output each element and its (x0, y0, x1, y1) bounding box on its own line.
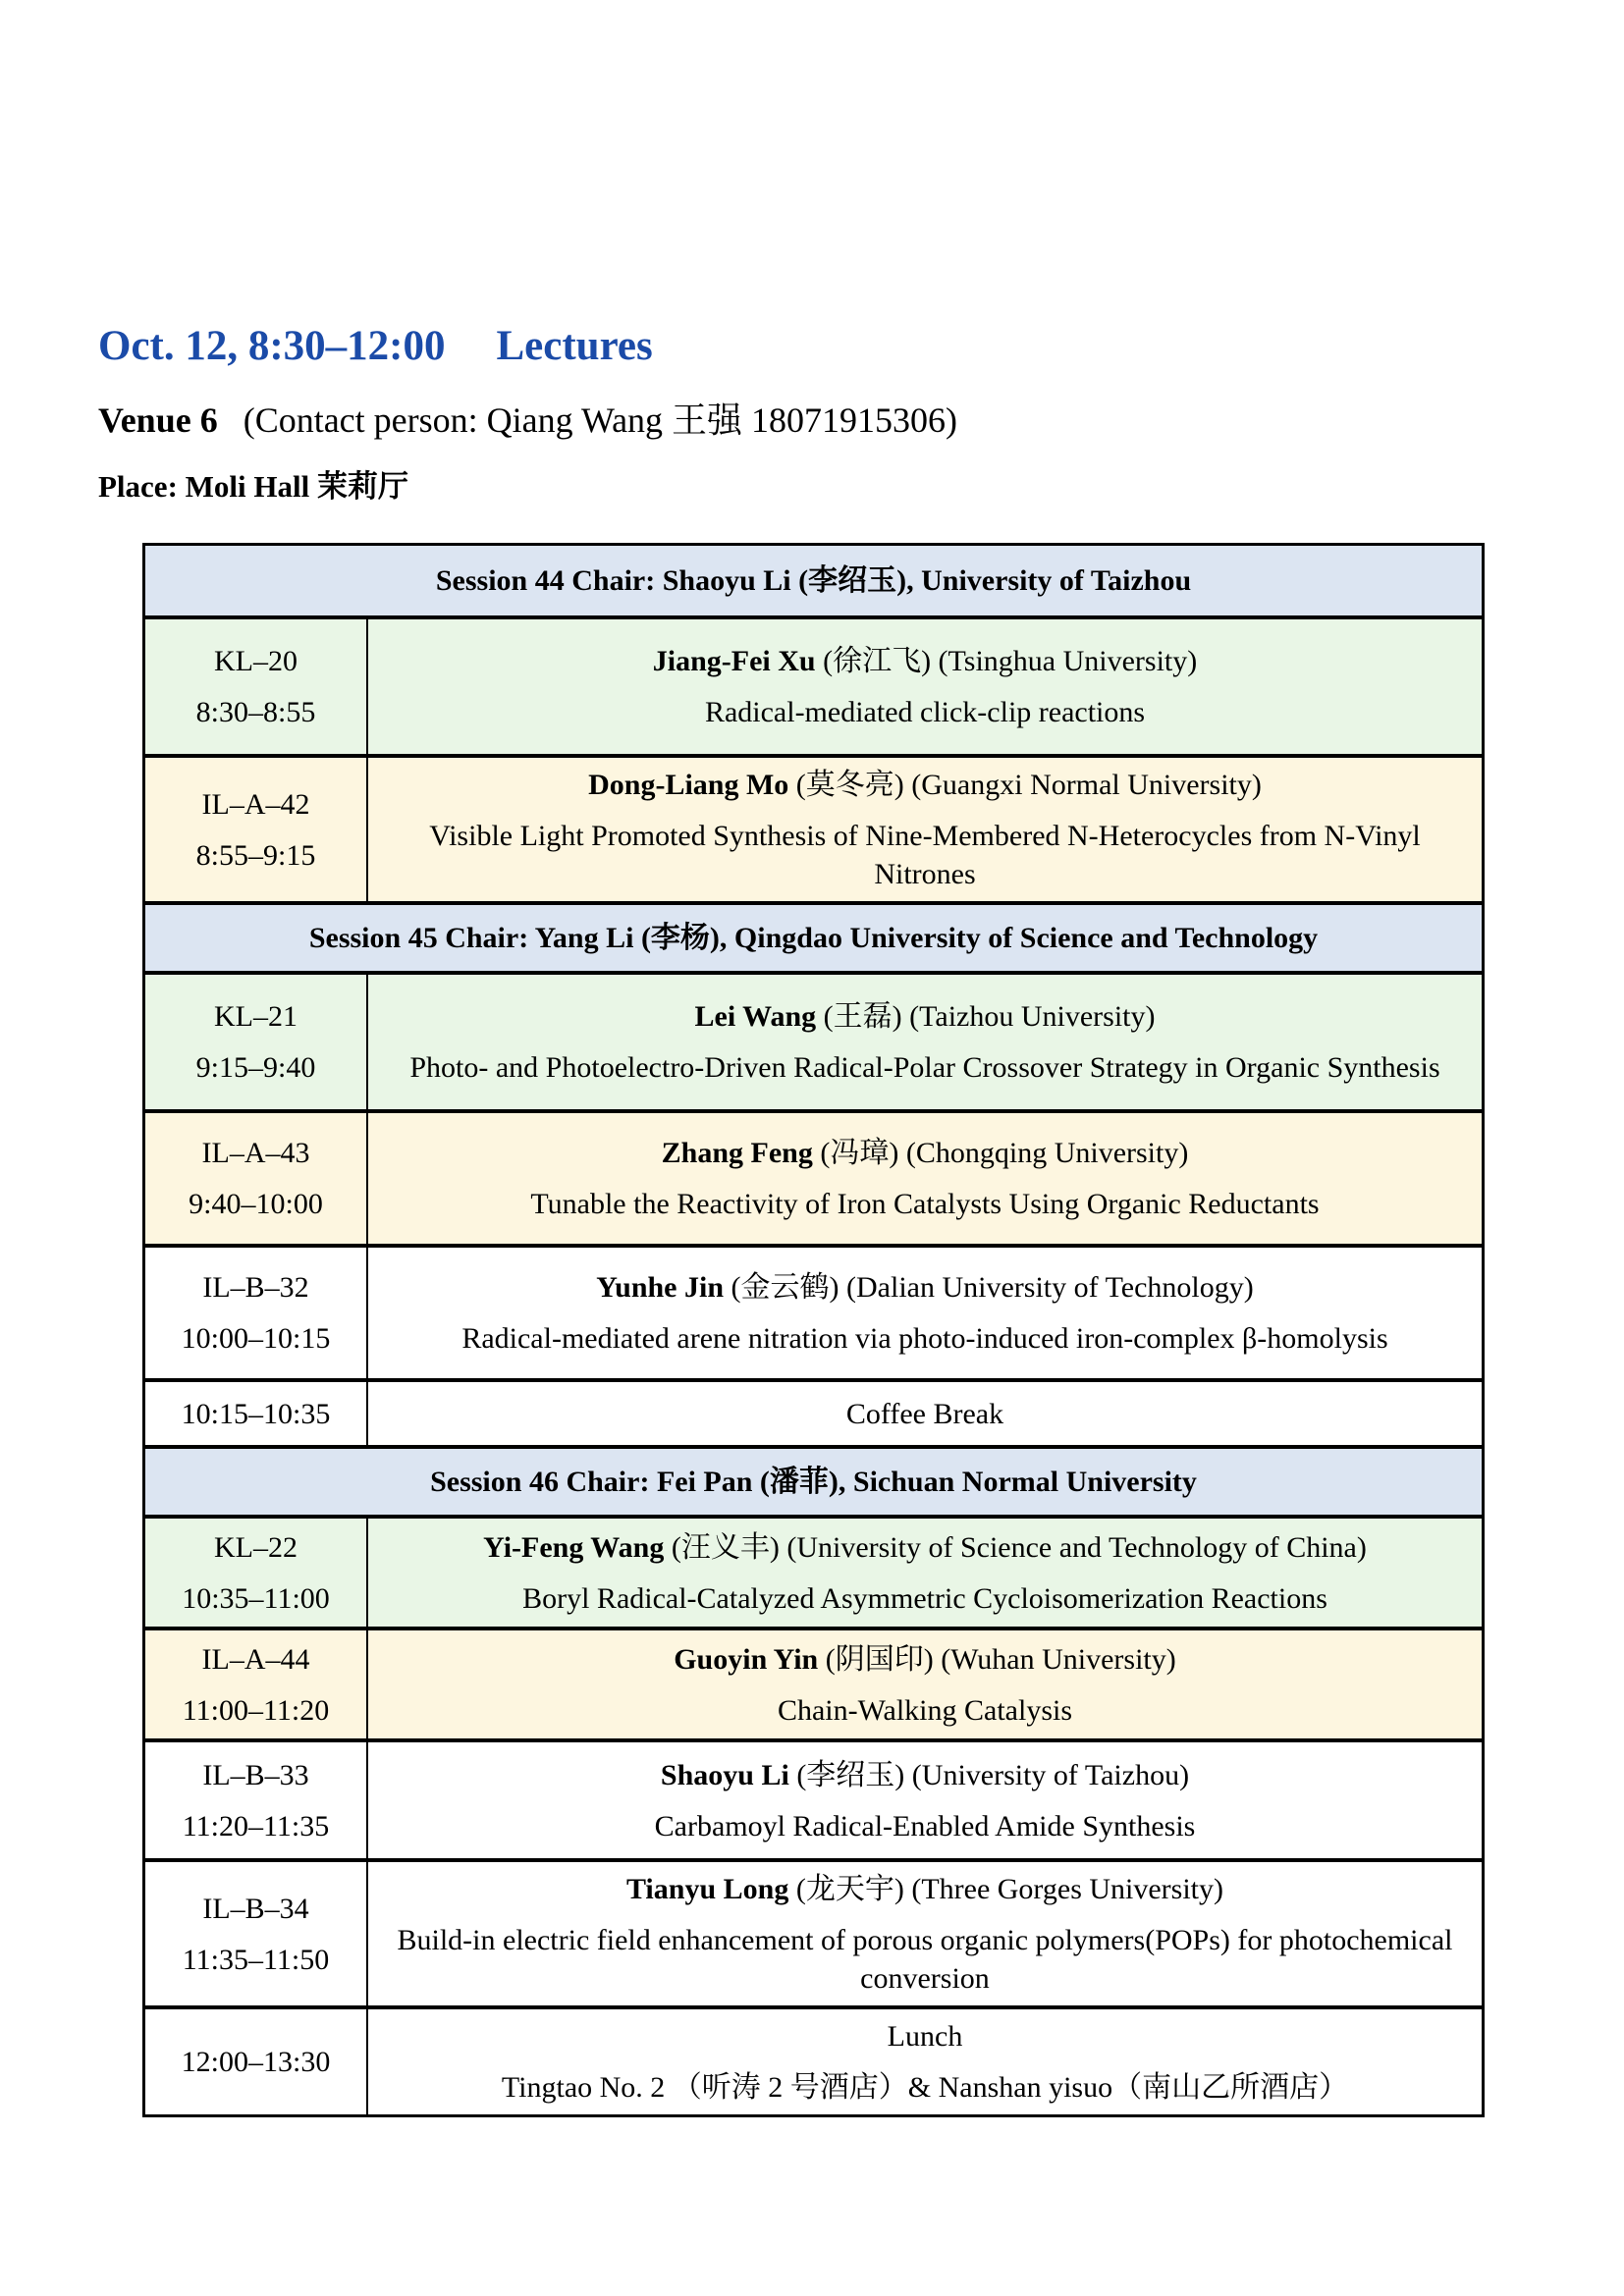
slot-cell (145, 1519, 368, 1627)
slot-cell (145, 1630, 368, 1738)
talk-time: 10:00–10:15 (181, 1322, 331, 1356)
slot-cell (145, 1113, 368, 1244)
talk-code: IL–A–42 (201, 787, 310, 821)
speaker-affiliation: (龙天宇) (Three Gorges University) (795, 1873, 1224, 1906)
speaker-name: Guoyin Yin (674, 1642, 819, 1676)
speaker-line (662, 1134, 1189, 1172)
talk-title: Photo- and Photoelectro-Driven Radical-Polar Crossover Strategy in Organic Synthesis (409, 1051, 1440, 1085)
speaker-line (588, 766, 1262, 804)
venue-contact: (Contact person: Qiang Wang 王强 18071915306) (243, 400, 958, 441)
speaker-name: Zhang Feng (661, 1137, 813, 1170)
speaker-name: Yunhe Jin (596, 1271, 725, 1305)
speaker-line (483, 1528, 1367, 1567)
session-header-text: Session 44 Chair: Shaoyu Li (李绍玉), University of Taizhou (435, 564, 1192, 598)
talk-code: KL–20 (214, 645, 298, 678)
talk-title: Radical-mediated click-clip reactions (704, 696, 1146, 729)
session-header-row (145, 901, 1482, 971)
slot-cell (145, 1862, 368, 2005)
slot-cell (145, 619, 368, 754)
session-header-text: Session 45 Chair: Yang Li (李杨), Qingdao University of Science and Technology (308, 922, 1319, 955)
speaker-line (695, 997, 1156, 1036)
talk-cell (368, 1519, 1482, 1627)
break-cell (368, 1382, 1482, 1445)
place-line: Place: Moli Hall 茉莉厅 (98, 468, 408, 504)
table-row (145, 1627, 1482, 1738)
talk-title: Boryl Radical-Catalyzed Asymmetric Cycloisomerization Reactions (522, 1581, 1327, 1615)
talk-cell (368, 1630, 1482, 1738)
speaker-name: Tianyu Long (625, 1873, 789, 1906)
speaker-affiliation: (冯璋) (Chongqing University) (820, 1137, 1189, 1170)
speaker-name: Lei Wang (694, 1000, 817, 1034)
page-title (98, 324, 1624, 369)
talk-code: KL–22 (214, 1530, 298, 1564)
speaker-name: Dong-Liang Mo (588, 769, 789, 802)
talk-cell (368, 1248, 1482, 1378)
page-title-type: Lectures (496, 323, 653, 369)
talk-code: IL–B–32 (202, 1271, 309, 1305)
speaker-affiliation: (阴国印) (Wuhan University) (825, 1642, 1176, 1676)
talk-time: 11:35–11:50 (182, 1943, 330, 1976)
speaker-affiliation: (金云鹤) (Dalian University of Technology) (731, 1271, 1254, 1305)
lunch-location: Tingtao No. 2 （听涛 2 号酒店）& Nanshan yisuo（南山乙所酒店） (501, 2071, 1349, 2105)
speaker-line (674, 1640, 1176, 1679)
lunch-label: Lunch (887, 2020, 963, 2054)
slot-cell (145, 1742, 368, 1858)
lunch-row (145, 2005, 1482, 2114)
break-time: 10:15–10:35 (181, 1397, 331, 1430)
talk-code: IL–B–34 (202, 1892, 309, 1925)
talk-cell (368, 1742, 1482, 1858)
talk-title: Tunable the Reactivity of Iron Catalysts Using Organic Reductants (530, 1188, 1320, 1221)
schedule-table (142, 543, 1485, 2117)
slot-cell (145, 1248, 368, 1378)
talk-title: Chain-Walking Catalysis (777, 1693, 1073, 1727)
break-label: Coffee Break (845, 1397, 1004, 1430)
talk-cell (368, 619, 1482, 754)
table-row (145, 1515, 1482, 1627)
lunch-time: 12:00–13:30 (181, 2046, 331, 2079)
talk-time: 9:15–9:40 (195, 1051, 316, 1085)
table-row (145, 615, 1482, 754)
slot-cell (145, 2009, 368, 2114)
talk-code: KL–21 (214, 1000, 298, 1034)
talk-time: 8:30–8:55 (195, 696, 316, 729)
talk-cell (368, 1113, 1482, 1244)
table-row (145, 1738, 1482, 1858)
table-row (145, 1244, 1482, 1378)
talk-cell (368, 1862, 1482, 2005)
talk-code: IL–A–43 (201, 1137, 310, 1170)
table-row (145, 1858, 1482, 2005)
speaker-affiliation: (王磊) (Taizhou University) (823, 1000, 1156, 1034)
talk-title: Carbamoyl Radical-Enabled Amide Synthesis (654, 1809, 1196, 1842)
speaker-name: Jiang-Fei Xu (652, 645, 816, 678)
speaker-affiliation: (莫冬亮) (Guangxi Normal University) (795, 769, 1262, 802)
speaker-line (653, 642, 1198, 680)
talk-title: Radical-mediated arene nitration via photo-induced iron-complex β-homolysis (461, 1322, 1388, 1356)
break-row (145, 1378, 1482, 1445)
table-row (145, 1109, 1482, 1244)
session-header-text: Session 46 Chair: Fei Pan (潘菲), Sichuan Normal University (430, 1466, 1197, 1499)
talk-time: 8:55–9:15 (195, 838, 316, 872)
venue-label: Venue 6 (98, 400, 218, 441)
talk-time: 10:35–11:00 (182, 1581, 330, 1615)
talk-cell (368, 758, 1482, 901)
page-title-datetime: Oct. 12, 8:30–12:00 (98, 323, 446, 369)
speaker-affiliation: (汪义丰) (University of Science and Technology of China) (671, 1530, 1367, 1564)
talk-title: Visible Light Promoted Synthesis of Nine-Membered N-Heterocycles from N-Vinyl Nitrones (429, 820, 1421, 891)
lunch-cell (368, 2009, 1482, 2114)
slot-cell (145, 975, 368, 1109)
slot-cell (145, 1382, 368, 1445)
talk-code: IL–B–33 (202, 1758, 309, 1791)
table-row (145, 754, 1482, 901)
speaker-affiliation: (徐江飞) (Tsinghua University) (823, 645, 1198, 678)
talk-cell (368, 975, 1482, 1109)
talk-title: Build-in electric field enhancement of porous organic polymers(POPs) for photochemical conversion (397, 1924, 1453, 1996)
venue-line (98, 400, 1624, 441)
speaker-name: Yi-Feng Wang (483, 1530, 665, 1564)
talk-time: 11:00–11:20 (182, 1693, 330, 1727)
session-header-row (145, 1445, 1482, 1515)
talk-time: 11:20–11:35 (182, 1809, 330, 1842)
speaker-affiliation: (李绍玉) (University of Taizhou) (796, 1758, 1190, 1791)
talk-code: IL–A–44 (201, 1642, 310, 1676)
speaker-line (626, 1870, 1223, 1908)
speaker-line (661, 1756, 1189, 1794)
speaker-line (596, 1268, 1254, 1307)
speaker-name: Shaoyu Li (660, 1758, 789, 1791)
table-row (145, 971, 1482, 1109)
session-header-row (145, 546, 1482, 615)
talk-time: 9:40–10:00 (189, 1188, 323, 1221)
slot-cell (145, 758, 368, 901)
